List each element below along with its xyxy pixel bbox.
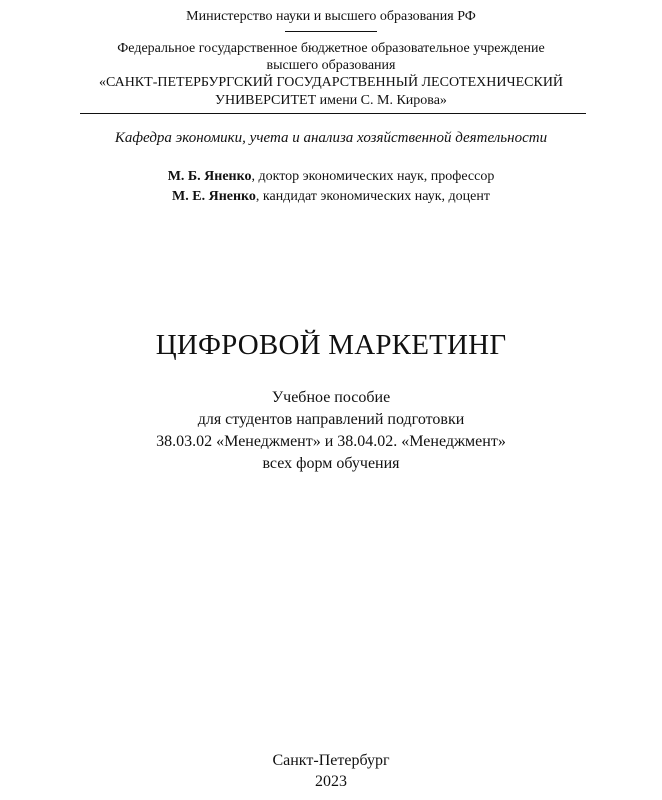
subtitle-line-3: 38.03.02 «Менеджмент» и 38.04.02. «Менеджмент» [156, 433, 506, 450]
header-divider [80, 113, 586, 114]
institution-line-3: «САНКТ-ПЕТЕРБУРГСКИЙ ГОСУДАРСТВЕННЫЙ ЛЕСОТЕХНИЧЕСКИЙ [98, 75, 564, 90]
ministry-name: Министерство науки и высшего образования РФ [186, 9, 476, 24]
subtitle-line-4: всех форм обучения [262, 455, 400, 472]
subtitle-line-1: Учебное пособие [271, 389, 391, 406]
institution-line-2: высшего образования [266, 58, 396, 73]
department-name: Кафедра экономики, учета и анализа хозяйственной деятельности [114, 130, 548, 146]
document-title: ЦИФРОВОЙ МАРКЕТИНГ [155, 329, 507, 361]
author-name-2: М. Е. Яненко [172, 189, 256, 204]
subtitle-line-2: для студентов направлений подготовки [197, 411, 465, 428]
publication-year: 2023 [315, 773, 347, 790]
author-line-2 [0, 188, 662, 206]
author-line-1 [0, 168, 662, 186]
author-credentials-2: , кандидат экономических наук, доцент [255, 189, 490, 204]
ministry-underline [285, 31, 377, 32]
author-credentials-1: , доктор экономических наук, профессор [251, 169, 495, 184]
author-name-1: М. Б. Яненко [167, 169, 252, 184]
publication-city: Санкт-Петербург [272, 752, 390, 769]
institution-line-4: УНИВЕРСИТЕТ имени С. М. Кирова» [215, 93, 447, 108]
institution-line-1: Федеральное государственное бюджетное образовательное учреждение [117, 41, 545, 56]
